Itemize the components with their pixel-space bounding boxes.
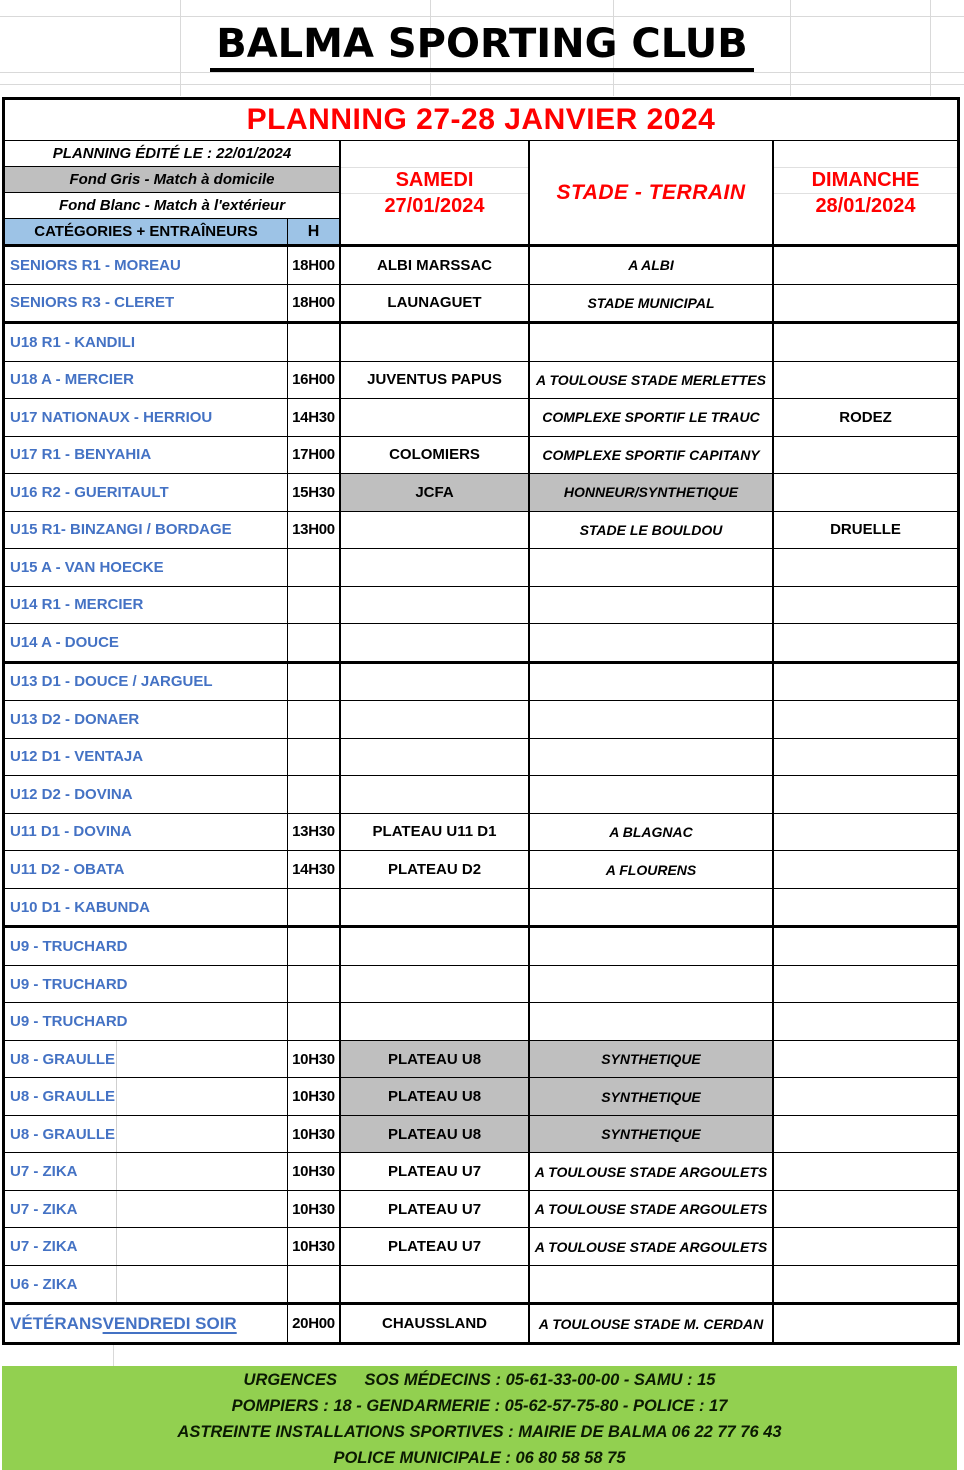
sunday-cell	[774, 966, 957, 1003]
time-cell: 10H30	[288, 1041, 341, 1078]
sunday-cell	[774, 324, 957, 361]
opponent-cell	[341, 624, 530, 661]
opponent-cell	[341, 512, 530, 549]
category-cell: SENIORS R3 - CLERET	[5, 285, 288, 322]
sunday-cell	[774, 928, 957, 965]
table-row	[5, 285, 957, 325]
venue-cell: STADE MUNICIPAL	[530, 285, 774, 322]
venue-cell	[530, 1003, 774, 1040]
table-row	[5, 739, 957, 777]
gridline	[341, 167, 528, 168]
venue-cell	[530, 889, 774, 926]
footer-line: POMPIERS : 18 - GENDARMERIE : 05-62-57-75-80 - POLICE : 17	[231, 1396, 728, 1415]
opponent-cell: JCFA	[341, 474, 530, 511]
time-cell	[288, 549, 341, 586]
table-row	[5, 324, 957, 362]
table-row	[5, 587, 957, 625]
table-row	[5, 1191, 957, 1229]
gridline	[0, 16, 964, 17]
table-row	[5, 1041, 957, 1079]
sunday-cell	[774, 587, 957, 624]
venue-cell	[530, 776, 774, 813]
time-cell: 10H30	[288, 1153, 341, 1190]
sunday-cell: RODEZ	[839, 408, 892, 426]
opponent-cell: PLATEAU U7	[341, 1228, 530, 1265]
time-cell	[288, 739, 341, 776]
sunday-header	[774, 141, 957, 244]
sunday-cell	[774, 739, 957, 776]
time-cell	[288, 701, 341, 738]
emergency-footer	[2, 1366, 957, 1470]
venue-cell	[530, 664, 774, 701]
legend-home-label: Fond Gris - Match à domicile	[5, 167, 339, 193]
sunday-cell	[774, 701, 957, 738]
legend-away-label: Fond Blanc - Match à l'extérieur	[5, 193, 339, 219]
sunday-cell	[774, 362, 957, 399]
opponent-cell: PLATEAU U7	[341, 1153, 530, 1190]
venue-cell: COMPLEXE SPORTIF CAPITANY	[530, 437, 774, 474]
table-row	[5, 1305, 957, 1342]
category-cell: U15 A - VAN HOECKE	[5, 549, 288, 586]
time-cell: 20H00	[288, 1305, 341, 1342]
saturday-date: 27/01/2024	[384, 194, 485, 217]
opponent-cell	[341, 928, 530, 965]
table-row	[5, 1078, 957, 1116]
sunday-cell	[774, 664, 957, 701]
table-row	[5, 701, 957, 739]
sunday-cell	[774, 1228, 957, 1265]
venue-cell: A ALBI	[530, 247, 774, 284]
saturday-label: SAMEDI	[395, 168, 474, 191]
opponent-cell: CHAUSSLAND	[341, 1305, 530, 1342]
sunday-cell	[774, 889, 957, 926]
venue-cell	[530, 324, 774, 361]
category-cell: U9 - TRUCHARD	[5, 1003, 288, 1040]
category-cell: U7 - ZIKA	[5, 1153, 288, 1190]
time-cell: 10H30	[288, 1191, 341, 1228]
header-left-stack	[5, 141, 341, 244]
opponent-cell: COLOMIERS	[341, 437, 530, 474]
sunday-cell	[774, 1191, 957, 1228]
gridline	[0, 72, 964, 73]
sunday-cell	[774, 1003, 957, 1040]
sunday-cell	[774, 814, 957, 851]
opponent-cell	[341, 739, 530, 776]
time-cell: 13H00	[288, 512, 341, 549]
table-row	[5, 437, 957, 475]
table-row	[5, 889, 957, 929]
venue-cell: COMPLEXE SPORTIF LE TRAUC	[530, 399, 774, 436]
sunday-cell	[774, 1266, 957, 1303]
time-cell: 17H00	[288, 437, 341, 474]
category-cell: U9 - TRUCHARD	[5, 966, 288, 1003]
category-cell: SENIORS R1 - MOREAU	[5, 247, 288, 284]
venue-cell: HONNEUR/SYNTHETIQUE	[530, 474, 774, 511]
gridline	[341, 193, 528, 194]
table-row	[5, 549, 957, 587]
time-cell: 18H00	[288, 247, 341, 284]
time-cell	[288, 889, 341, 926]
category-cell: U10 D1 - KABUNDA	[5, 889, 288, 926]
time-cell	[288, 1266, 341, 1303]
time-cell	[288, 624, 341, 661]
table-row	[5, 1116, 957, 1154]
hour-column-header: H	[288, 219, 339, 244]
planning-table	[2, 97, 960, 1345]
category-cell: U13 D1 - DOUCE / JARGUEL	[5, 664, 288, 701]
table-row	[5, 1228, 957, 1266]
planning-title: PLANNING 27-28 JANVIER 2024	[246, 103, 716, 136]
venue-cell: A BLAGNAC	[530, 814, 774, 851]
sunday-date: 28/01/2024	[815, 194, 916, 217]
table-row	[5, 814, 957, 852]
opponent-cell: JUVENTUS PAPUS	[341, 362, 530, 399]
table-row	[5, 247, 957, 285]
opponent-cell: PLATEAU U11 D1	[341, 814, 530, 851]
time-cell: 18H00	[288, 285, 341, 322]
category-cell: U11 D1 - DOVINA	[5, 814, 288, 851]
table-row	[5, 664, 957, 702]
category-cell: U18 R1 - KANDILI	[5, 324, 288, 361]
categories-header-row	[5, 219, 339, 244]
club-name: BALMA SPORTING CLUB	[210, 22, 754, 72]
category-cell: U16 R2 - GUERITAULT	[5, 474, 288, 511]
emergency-lines	[2, 1367, 957, 1470]
sunday-cell	[774, 1305, 957, 1342]
time-cell	[288, 966, 341, 1003]
opponent-cell	[341, 776, 530, 813]
venue-cell: A TOULOUSE STADE ARGOULETS	[530, 1153, 774, 1190]
sunday-cell	[774, 1041, 957, 1078]
category-cell: U17 NATIONAUX - HERRIOU	[5, 399, 288, 436]
time-cell: 15H30	[288, 474, 341, 511]
opponent-cell: PLATEAU U8	[341, 1116, 530, 1153]
venue-header	[530, 141, 774, 244]
opponent-cell	[341, 1003, 530, 1040]
table-row	[5, 776, 957, 814]
category-cell: VÉTÉRANS VENDREDI SOIR	[5, 1305, 288, 1342]
sunday-cell	[774, 1078, 957, 1115]
venue-cell	[530, 966, 774, 1003]
sunday-cell: DRUELLE	[830, 521, 901, 539]
sunday-cell	[774, 1116, 957, 1153]
venue-cell: SYNTHETIQUE	[530, 1041, 774, 1078]
time-cell: 10H30	[288, 1228, 341, 1265]
category-cell: U13 D2 - DONAER	[5, 701, 288, 738]
category-cell: U8 - GRAULLE	[5, 1041, 288, 1078]
opponent-cell	[341, 966, 530, 1003]
category-cell: U7 - ZIKA	[5, 1191, 288, 1228]
time-cell: 14H30	[288, 851, 341, 888]
opponent-cell: ALBI MARSSAC	[341, 247, 530, 284]
time-cell: 10H30	[288, 1078, 341, 1115]
footer-line: ASTREINTE INSTALLATIONS SPORTIVES : MAIRIE DE BALMA 06 22 77 76 43	[177, 1422, 782, 1441]
time-cell: 13H30	[288, 814, 341, 851]
time-cell	[288, 664, 341, 701]
opponent-cell: PLATEAU U8	[341, 1078, 530, 1115]
category-cell: U6 - ZIKA	[5, 1266, 288, 1303]
category-underlined-part: VENDREDI SOIR	[102, 1313, 237, 1333]
opponent-cell	[341, 1266, 530, 1303]
opponent-cell	[341, 664, 530, 701]
footer-line: URGENCES SOS MÉDECINS : 05-61-33-00-00 - SAMU : 15	[243, 1370, 716, 1389]
time-cell: 14H30	[288, 399, 341, 436]
gridline	[774, 193, 957, 194]
table-row	[5, 928, 957, 966]
saturday-header	[341, 141, 530, 244]
opponent-cell	[341, 701, 530, 738]
time-cell	[288, 928, 341, 965]
category-cell: U17 R1 - BENYAHIA	[5, 437, 288, 474]
venue-cell: SYNTHETIQUE	[530, 1116, 774, 1153]
category-cell: U12 D1 - VENTAJA	[5, 739, 288, 776]
category-cell: U9 - TRUCHARD	[5, 928, 288, 965]
table-row	[5, 399, 957, 437]
venue-cell	[530, 549, 774, 586]
sunday-cell	[774, 285, 957, 322]
category-cell: U12 D2 - DOVINA	[5, 776, 288, 813]
opponent-cell: PLATEAU U7	[341, 1191, 530, 1228]
category-cell: U8 - GRAULLE	[5, 1116, 288, 1153]
sunday-cell	[774, 549, 957, 586]
category-cell: U11 D2 - OBATA	[5, 851, 288, 888]
venue-cell: A TOULOUSE STADE ARGOULETS	[530, 1191, 774, 1228]
venue-cell: STADE LE BOULDOU	[530, 512, 774, 549]
table-row	[5, 1003, 957, 1041]
table-header	[5, 141, 957, 247]
table-row	[5, 1153, 957, 1191]
planning-title-row	[5, 100, 957, 141]
time-cell	[288, 776, 341, 813]
table-row	[5, 851, 957, 889]
category-cell: U14 A - DOUCE	[5, 624, 288, 661]
venue-cell: SYNTHETIQUE	[530, 1078, 774, 1115]
venue-cell: A TOULOUSE STADE M. CERDAN	[530, 1305, 774, 1342]
gridline	[113, 1345, 114, 1366]
table-row	[5, 362, 957, 400]
venue-cell: A TOULOUSE STADE MERLETTES	[530, 362, 774, 399]
venue-header-label: STADE - TERRAIN	[556, 180, 746, 204]
table-row	[5, 474, 957, 512]
table-row	[5, 624, 957, 664]
time-cell: 10H30	[288, 1116, 341, 1153]
venue-cell: A FLOURENS	[530, 851, 774, 888]
opponent-cell	[341, 889, 530, 926]
venue-cell	[530, 701, 774, 738]
category-cell: U8 - GRAULLE	[5, 1078, 288, 1115]
opponent-cell	[341, 399, 530, 436]
sunday-cell	[774, 851, 957, 888]
footer-line: POLICE MUNICIPALE : 06 80 58 58 75	[333, 1448, 626, 1467]
sunday-cell	[774, 624, 957, 661]
schedule-rows	[5, 247, 957, 1342]
table-row	[5, 966, 957, 1004]
venue-cell	[530, 587, 774, 624]
category-cell: U7 - ZIKA	[5, 1228, 288, 1265]
opponent-cell	[341, 587, 530, 624]
venue-cell	[530, 1266, 774, 1303]
category-cell: U14 R1 - MERCIER	[5, 587, 288, 624]
gridline	[774, 167, 957, 168]
category-cell: U15 R1- BINZANGI / BORDAGE	[5, 512, 288, 549]
opponent-cell: LAUNAGUET	[341, 285, 530, 322]
sunday-cell	[774, 776, 957, 813]
time-cell	[288, 587, 341, 624]
page-title	[0, 22, 964, 72]
gridline	[0, 84, 964, 85]
opponent-cell: PLATEAU D2	[341, 851, 530, 888]
categories-header: CATÉGORIES + ENTRAÎNEURS	[5, 219, 288, 244]
sunday-cell	[774, 474, 957, 511]
sunday-cell	[774, 437, 957, 474]
opponent-cell: PLATEAU U8	[341, 1041, 530, 1078]
edited-date-label: PLANNING ÉDITÉ LE : 22/01/2024	[5, 141, 339, 167]
venue-cell	[530, 928, 774, 965]
time-cell	[288, 324, 341, 361]
time-cell: 16H00	[288, 362, 341, 399]
table-row	[5, 1266, 957, 1306]
time-cell	[288, 1003, 341, 1040]
venue-cell: A TOULOUSE STADE ARGOULETS	[530, 1228, 774, 1265]
table-row	[5, 512, 957, 550]
sunday-label: DIMANCHE	[811, 168, 920, 191]
sunday-cell	[774, 247, 957, 284]
opponent-cell	[341, 324, 530, 361]
opponent-cell	[341, 549, 530, 586]
venue-cell	[530, 739, 774, 776]
sunday-cell	[774, 1153, 957, 1190]
venue-cell	[530, 624, 774, 661]
category-cell: U18 A - MERCIER	[5, 362, 288, 399]
